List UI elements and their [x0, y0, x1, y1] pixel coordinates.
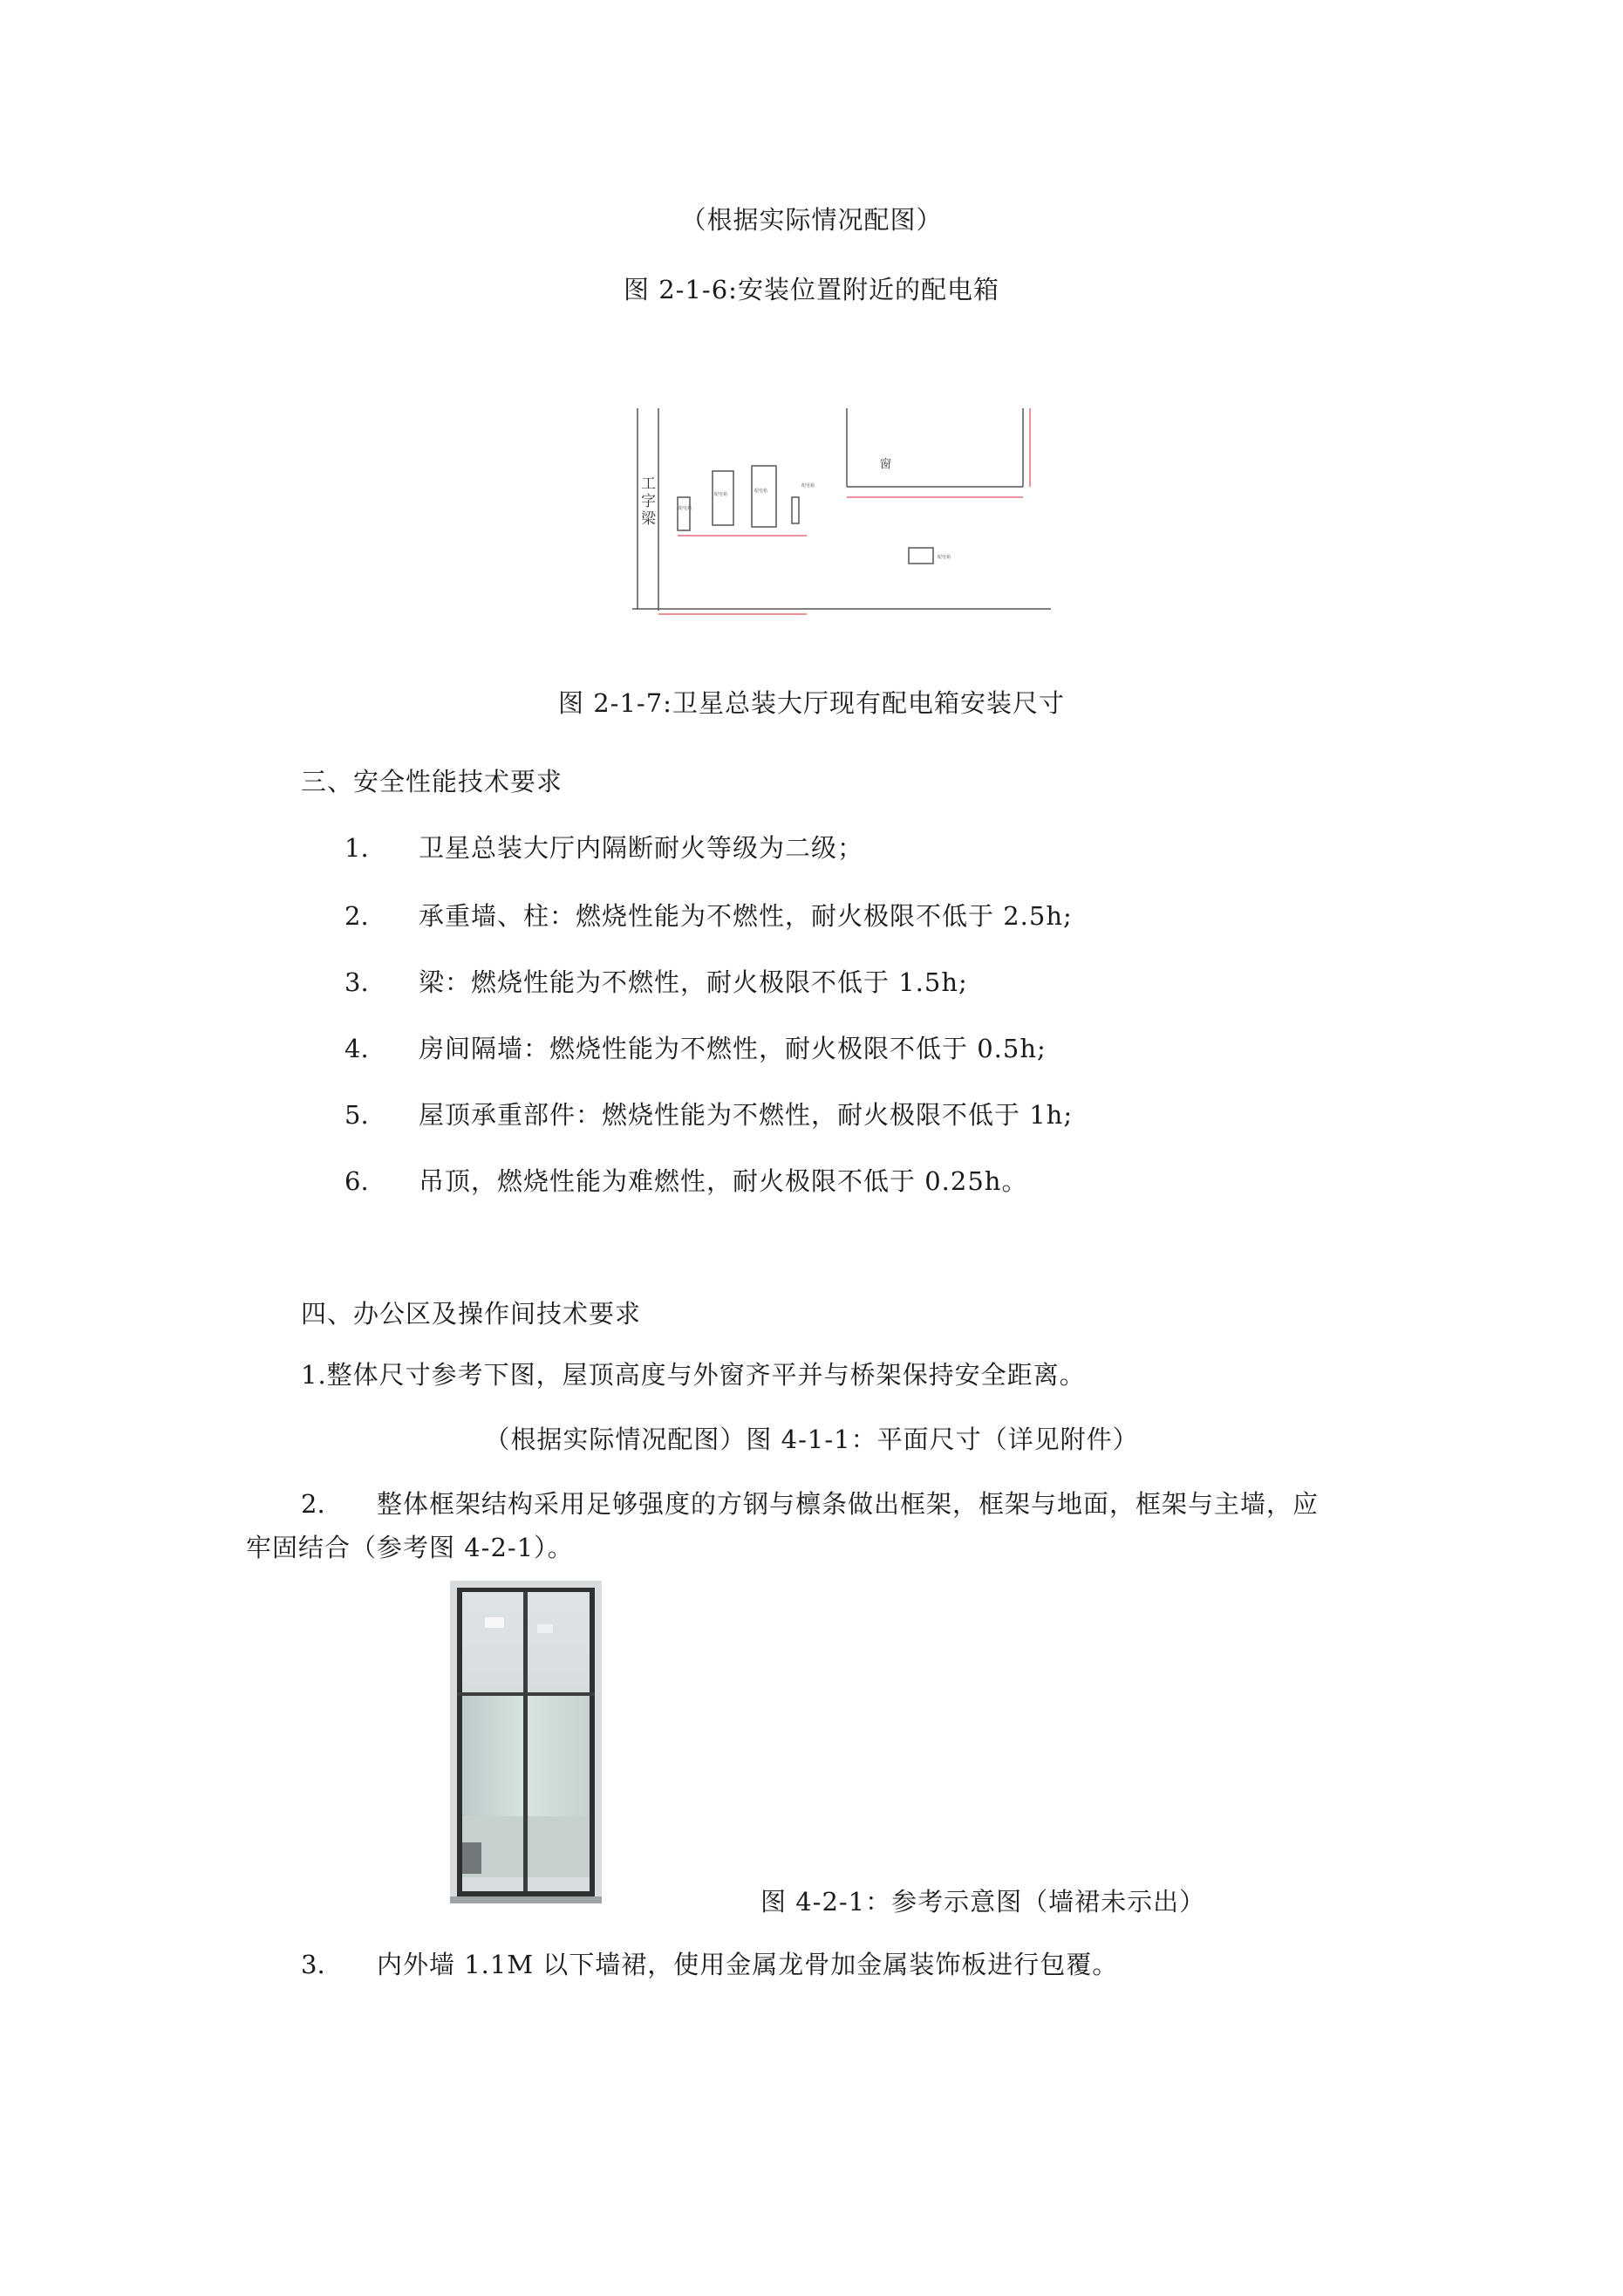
list-item-text: 屋顶承重部件：燃烧性能为不燃性，耐火极限不低于 1h;	[419, 1100, 1074, 1130]
list-item-text: 吊顶，燃烧性能为难燃性，耐火极限不低于 0.25h。	[419, 1166, 1028, 1196]
box-4	[792, 497, 799, 523]
installation-dimension-drawing	[632, 408, 1060, 618]
glass-partition-photo	[450, 1581, 602, 1903]
paragraph-1: 1.整体尺寸参考下图，屋顶高度与外窗齐平并与桥架保持安全距离。	[301, 1360, 1086, 1390]
box-5	[909, 548, 933, 564]
box-label-4: 配电箱	[801, 483, 815, 489]
list-item-number: 4.	[344, 1034, 369, 1063]
paragraph-2-number: 2.	[301, 1489, 325, 1519]
figure-note: （根据实际情况配图）	[680, 205, 943, 235]
box-3	[752, 466, 776, 527]
beam-label-3: 梁	[641, 510, 656, 528]
section3-heading: 三、安全性能技术要求	[301, 767, 563, 796]
list-item-number: 1.	[344, 833, 369, 863]
box-label-2: 配电箱	[714, 492, 728, 497]
list-item-text: 卫星总装大厅内隔断耐火等级为二级；	[419, 833, 864, 863]
box-label-5: 配电箱	[938, 555, 951, 560]
paragraph-2-line-2: 牢固结合（参考图 4-2-1）。	[246, 1533, 574, 1562]
beam-label-1: 工	[641, 475, 656, 493]
box-label-3: 配电箱	[754, 489, 768, 494]
box-2	[713, 471, 733, 525]
list-item-text: 梁：燃烧性能为不燃性，耐火极限不低于 1.5h;	[419, 967, 968, 997]
figure-caption-2-1-7: 图 2-1-7:卫星总装大厅现有配电箱安装尺寸	[558, 688, 1065, 718]
beam-label-2: 字	[641, 493, 656, 510]
paragraph-3-number: 3.	[301, 1950, 325, 1979]
box-1	[678, 497, 690, 530]
paragraph-3-text: 内外墙 1.1M 以下墙裙，使用金属龙骨加金属装饰板进行包覆。	[377, 1950, 1119, 1979]
list-item-text: 承重墙、柱：燃烧性能为不燃性，耐火极限不低于 2.5h;	[419, 901, 1073, 931]
figure-note-4-1-1: （根据实际情况配图）图 4-1-1：平面尺寸（详见附件）	[484, 1425, 1139, 1454]
section4-heading: 四、办公区及操作间技术要求	[301, 1299, 642, 1329]
window-label: 窗	[880, 458, 892, 471]
list-item-text: 房间隔墙：燃烧性能为不燃性，耐火极限不低于 0.5h;	[419, 1034, 1047, 1063]
figure-caption-4-2-1: 图 4-2-1：参考示意图（墙裙未示出）	[760, 1887, 1206, 1917]
list-item-number: 5.	[344, 1100, 369, 1130]
list-item-number: 2.	[344, 901, 369, 931]
paragraph-2-line-1: 整体框架结构采用足够强度的方钢与檩条做出框架，框架与地面，框架与主墙，应	[377, 1489, 1320, 1519]
box-label-1: 配电箱	[679, 506, 692, 511]
figure-caption-2-1-6: 图 2-1-6:安装位置附近的配电箱	[624, 275, 999, 304]
list-item-number: 6.	[344, 1166, 369, 1196]
list-item-number: 3.	[344, 967, 369, 997]
